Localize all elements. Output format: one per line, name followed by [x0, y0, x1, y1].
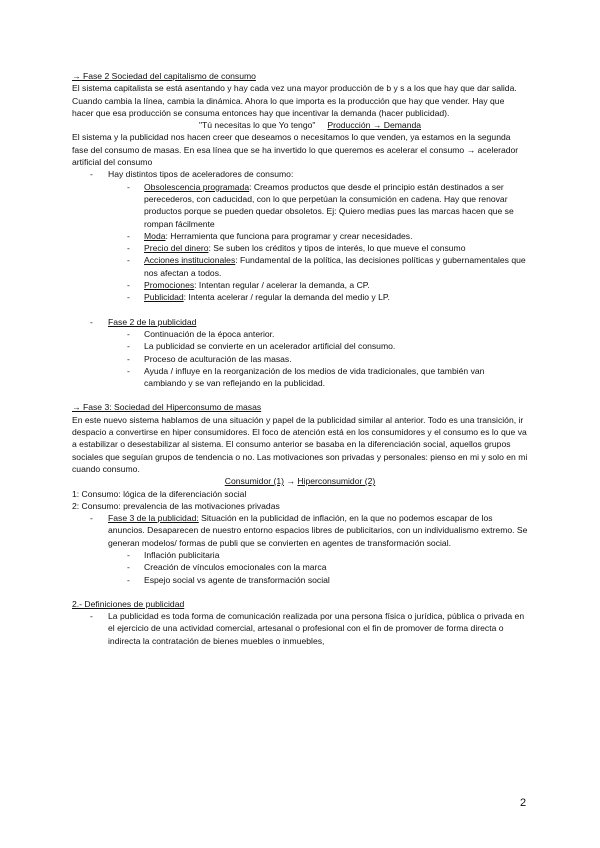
dash-bullet: - — [127, 549, 130, 560]
fase3-list — [72, 549, 528, 586]
spacer — [72, 389, 528, 401]
term: Precio del dinero — [144, 243, 209, 254]
dash-bullet: - — [127, 562, 130, 573]
bullet-list — [72, 610, 528, 647]
dash-bullet: - — [90, 611, 93, 622]
paragraph: En este nuevo sistema hablamos de una situación y papel de la publicidad similar al anterior. Todo es una transición, ir despacio a convertirse en hiper consumidores. El foco de atención está en los consumidores y el consumo es lo que va a estabilizar o desestabilizar al sistema. El consumo anterior se basaba en la diferenciación social, aquellos grupos sociales que seguían grupos de tendencia o no. Las motivaciones son privadas y personales: pienso en mi y solo en mi cuando consumo. — [72, 414, 528, 474]
subheading-fase2-publicidad: Fase 2 de la publicidad — [108, 316, 197, 327]
numbered-line: 1: Consumo: lógica de la diferenciación social — [72, 488, 247, 499]
dash-bullet: - — [127, 574, 130, 585]
term: Publicidad — [144, 292, 184, 303]
arrow: → — [284, 476, 298, 487]
list-item — [72, 512, 528, 549]
section-heading-fase2: → Fase 2 Sociedad del capitalismo de consumo — [72, 71, 256, 81]
quote-tag: Producción → Demanda — [327, 120, 422, 131]
term: Moda — [144, 230, 166, 241]
definition: : Fundamental de la política, las decisiones políticas y gubernamentales que nos afectan a todos. — [144, 255, 526, 278]
list-item-text: Continuación de la época anterior. — [144, 328, 275, 339]
definition: : Intenta acelerar / regular la demanda del medio y LP. — [183, 292, 390, 303]
bullet-list — [72, 168, 528, 180]
list-item — [72, 328, 528, 340]
list-item — [72, 353, 528, 365]
quote-line — [72, 119, 528, 131]
bullet-list — [72, 316, 528, 328]
consumer-label: Consumidor (1) — [224, 476, 284, 487]
numbered-line: 2: Consumo: prevalencia de las motivaciones privadas — [72, 500, 280, 511]
dash-bullet: - — [127, 181, 130, 192]
dash-bullet: - — [127, 292, 130, 303]
dash-bullet: - — [127, 255, 130, 266]
list-item — [72, 610, 528, 647]
list-item-text: Creación de vínculos emocionales con la marca — [144, 562, 327, 573]
paragraph: El sistema capitalista se está asentando y hay cada vez una mayor producción de b y s a los que hay que dar salida. Cuando cambia la línea, cambia la dinámica. Ahora lo que importa es la producción que hay que vender. Hay que hacer que esa producción se consuma entonces hay que incentivar la demanda (hacer publicidad). — [72, 83, 517, 118]
list-item — [72, 279, 528, 291]
term: Promociones — [144, 280, 195, 291]
quote-text: "Tú necesitas lo que Yo tengo" — [198, 120, 316, 131]
list-item — [72, 340, 528, 352]
consumer-transition-line — [72, 475, 528, 487]
dash-bullet: - — [127, 243, 130, 254]
term: Obsolescencia programada — [144, 181, 250, 192]
hyperconsumer-label: Hiperconsumidor (2) — [297, 476, 376, 487]
definition: : Creamos productos que desde el principio están destinados a ser perecederos, con caducidad, con lo que perpetúan la consumición en cadena. Hay que renovar productos porque se pueden quedar obsoletos. Ej: Quiero medias pues las marcas hacen que se rompan fácilmente — [144, 181, 514, 229]
fase2-list — [72, 328, 528, 389]
list-item — [72, 365, 528, 390]
list-item-text: Ayuda / influye en la reorganización de los medios de vida tradicionales, que también van cambiando y se van reflejando en la publicidad. — [144, 365, 485, 389]
dash-bullet: - — [127, 353, 130, 364]
dash-bullet: - — [127, 230, 130, 241]
definition: : Se suben los créditos y tipos de interés, lo que mueve el consumo — [208, 243, 466, 254]
dash-bullet: - — [127, 328, 130, 339]
list-item — [72, 574, 528, 586]
list-item-text: Proceso de aculturación de las masas. — [144, 353, 292, 364]
list-item — [72, 561, 528, 573]
list-item — [72, 242, 528, 254]
list-item — [72, 168, 528, 180]
list-item — [72, 291, 528, 303]
list-item — [72, 254, 528, 279]
section-heading-definiciones: 2.- Definiciones de publicidad — [72, 598, 185, 609]
dash-bullet: - — [90, 513, 93, 524]
accelerator-list — [72, 181, 528, 304]
list-item-text: Hay distintos tipos de aceleradores de consumo: — [108, 169, 294, 180]
list-item — [72, 230, 528, 242]
list-item-text: La publicidad es toda forma de comunicación realizada por una persona física o jurídica, pública o privada en el ejercicio de una actividad comercial, artesanal o profesional con el fin de promover de forma directa o indirecta la contratación de bienes muebles o inmuebles, — [108, 611, 525, 646]
list-item-text: La publicidad se convierte en un acelerador artificial del consumo. — [144, 341, 396, 352]
list-item — [72, 549, 528, 561]
dash-bullet: - — [90, 169, 93, 180]
term: Acciones institucionales — [144, 255, 236, 266]
dash-bullet: - — [90, 316, 93, 327]
term: Fase 3 de la publicidad: — [108, 513, 199, 524]
definition: : Intentan regular / acelerar la demanda, a CP. — [194, 280, 370, 291]
dash-bullet: - — [127, 365, 130, 376]
paragraph: El sistema y la publicidad nos hacen creer que deseamos o necesitamos lo que venden, ya estamos en la segunda fase del consumo de masas. En esa línea que se ha invertido lo que queremos es acelerar el consumo → acelerador artificial del consumo — [72, 132, 519, 168]
page-number: 2 — [520, 797, 527, 809]
spacer — [72, 304, 528, 316]
dash-bullet: - — [127, 341, 130, 352]
definition: Situación en la publicidad de inflación, en la que no podemos escapar de los anuncios. Desaparecen de nuestro entorno espacios libres de publicitarios, con un individualismo extremo. Se generan modelos/ formas de publi que se convierten en agentes de transformación social. — [108, 513, 528, 548]
definition: : Herramienta que funciona para programar y crear necesidades. — [165, 230, 413, 241]
spacer — [72, 586, 528, 598]
list-item — [72, 316, 528, 328]
section-heading-fase3: → Fase 3: Sociedad del Hiperconsumo de masas — [72, 402, 262, 413]
bullet-list — [72, 512, 528, 549]
dash-bullet: - — [127, 280, 130, 291]
list-item-text: Inflación publicitaria — [144, 549, 220, 560]
list-item-text: Espejo social vs agente de transformación social — [144, 574, 330, 585]
list-item — [72, 181, 528, 230]
document-page — [72, 70, 528, 647]
